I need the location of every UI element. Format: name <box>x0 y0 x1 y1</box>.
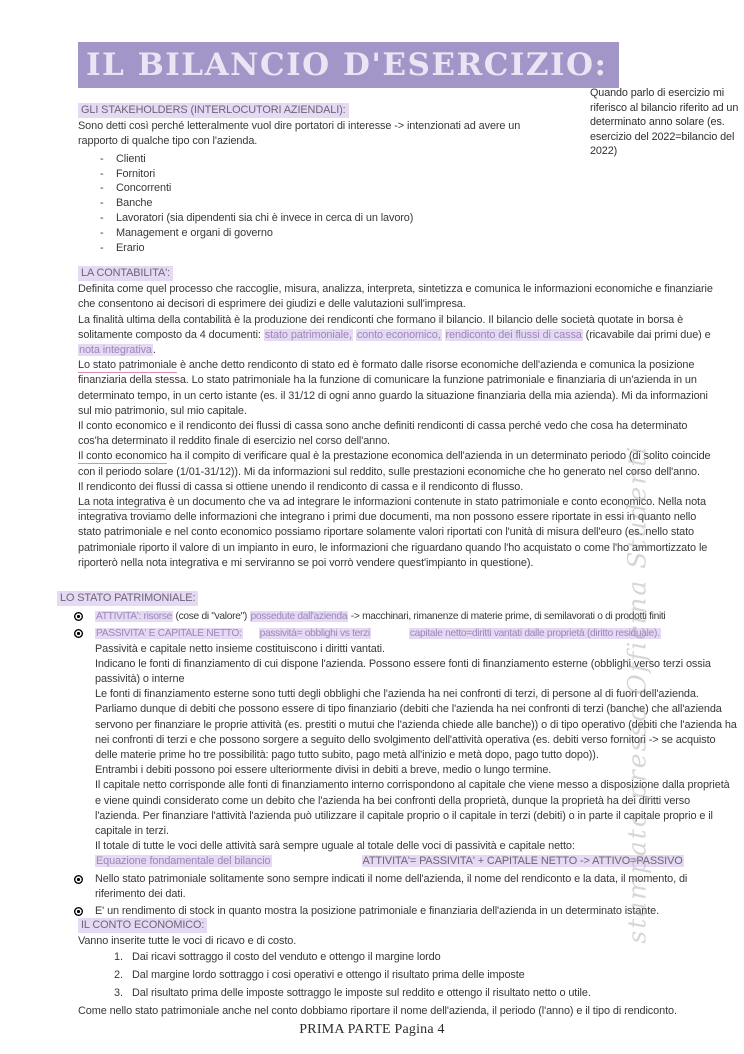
text-run: ha il compito di verificare qual è la prestazione economica dell'azienda in un determinato periodo (di solito coincide con il periodo solare (1/01-31/12)). Mi da informazioni sul reddito, sulle prestazioni economiche che ho generato nel corso dell'anno. <box>78 450 711 478</box>
equation-label: Equazione fondamentale del bilancio <box>96 855 271 868</box>
paragraph: Passività e capitale netto insieme costituiscono i diritti vantati. <box>95 642 385 655</box>
highlight-obblighi: passività= obblighi vs terzi <box>259 628 370 640</box>
target-bullet-icon <box>74 875 83 884</box>
text-run: . <box>152 344 156 357</box>
list-item-label: - Management e organi di governo <box>116 227 273 240</box>
numbered-item <box>114 986 718 1001</box>
paragraph: Definita come quel processo che raccoglie, misura, analizza, interpreta, sintetizza e comunica le informazioni economiche e finanziarie che consentono ai decisori di esprimere dei giudizi e delle valutazioni sull'impresa. <box>78 283 713 311</box>
paragraph: Il totale di tutte le voci delle attività sarà sempre uguale al totale delle voci di passività e capitale netto: <box>95 840 575 853</box>
text-run: -> macchinari, rimanenze di materie prime, di semilavorati o di prodotti finiti <box>348 611 666 623</box>
text-run: La finalità ultima della contabilità è la produzione dei rendiconti che formano il bilancio. Il bilancio delle società quotate in borsa è solitamente composto da 4 documenti: <box>78 313 684 341</box>
highlight-stato-patrimoniale: stato patrimoniale, <box>264 328 352 341</box>
text-run: è un documento che va ad integrare le informazioni contenute in stato patrimoniale e conto economico. Nella nota integrativa troviamo delle informazioni che integrano i primi due documenti, ma non possono essere riportate in essi in quanto nello stato patrimoniale e nel conto economico possiamo riportare solamente valori riportati con l'unità di misura dell'euro (es. nello stato patrimoniale riporto il valore di un impianto in euro, le informazioni che riguardano quando l'ho acquistato o come l'ho ammortizzato le riporterò nella nota integrativa e mi serviranno se poi vorrò vendere quest'impianto in questione). <box>78 496 708 569</box>
equation-formula: ATTIVITA'= PASSIVITA' + CAPITALE NETTO -> ATTIVO=PASSIVO <box>362 855 683 868</box>
paragraph: Parliamo dunque di debiti che possono essere di tipo finanziario (debiti che l'azienda ha nei confronti di terzi (banche) che all'azienda servono per finanziare le proprie attività (es. prestiti o mutui che l'azienda chiede alle banche)) o di tipo operativo (debiti che l'azienda ha nei confronti di terzi e che possono sorgere a seguito dello svolgimento dell'attività operativa (es. debiti verso fornitori -> se acquisto delle materie prime ho tre possibilità: pago tutto subito, pago metà all'inizio e metà dopo, pago tutto dopo)). <box>95 703 737 762</box>
text-run: è anche detto rendiconto di stato ed è formato dalle risorse economiche dell'azienda e comunica la posizione finanziaria della stessa. Lo stato patrimoniale ha la funzione di comunicare la funzione patrimoniale e finanziaria di un'azienda in un determinato tempo, in un certo istante (es. il 31/12 di ogni anno guardo la situazione finanziaria della mia azienda). Mi da informazioni sul mio patrimonio, sul mio capitale. <box>78 359 708 417</box>
list-item <box>100 152 598 166</box>
paragraph <box>78 495 717 571</box>
list-item-label: - Clienti <box>116 152 146 165</box>
list-item-label: - Concorrenti <box>116 182 172 195</box>
numbered-item <box>114 968 718 983</box>
list-item <box>100 196 598 210</box>
list-item-label: - Lavoratori (sia dipendenti sia chi è invece in cerca di un lavoro) <box>116 212 414 225</box>
text-run: (ricavabile dai primi due) e <box>582 328 711 341</box>
numbered-item <box>114 950 718 965</box>
paragraph <box>78 358 717 419</box>
paragraph <box>78 313 717 359</box>
bullet-text: Nello stato patrimoniale solitamente sono sempre indicati il nome dell'azienda, il nome del rendiconto e la data, il momento, di riferimento dei dati. <box>95 872 688 900</box>
list-item-label: - Fornitori <box>116 167 156 180</box>
highlight-possedute: possedute dall'azienda <box>250 611 348 623</box>
target-bullet-icon <box>74 629 83 638</box>
paragraph: Il rendiconto dei flussi di cassa si ottiene unendo il rendiconto di cassa e il rendiconto di flusso. <box>78 480 524 493</box>
stakeholders-list <box>100 152 598 256</box>
paragraph: Indicano le fonti di finanziamento di cui dispone l'azienda. Possono essere fonti di finanziamento esterne (obblighi verso terzi ossia passività) o interne <box>95 657 711 686</box>
underlined-term: Il conto economico <box>78 450 168 463</box>
section-contabilita <box>78 266 717 571</box>
highlight-capitale-netto: capitale netto=diritti vantati dalle proprietà (diritto residuale). <box>409 628 660 640</box>
text-run: (cose di "valore") <box>172 611 250 623</box>
highlight-conto-economico: conto economico, <box>356 328 441 341</box>
numbered-item-text: Dai ricavi sottraggo il costo del venduto e ottengo il margine lordo <box>132 951 441 964</box>
numbered-item-text: Dal margine lordo sottraggo i cosi operativi e ottengo il risultato prima delle imposte <box>132 969 525 982</box>
stakeholders-intro: Sono detti così perché letteralmente vuol dire portatori di interesse -> intenzionati ad avere un rapporto di qualche tipo con l'azienda. <box>78 120 521 148</box>
paragraph: Il capitale netto corrisponde alle fonti di finanziamento interno corrispondono al capitale che viene messo a disposizione dalla proprietà e viene quindi considerato come un debito che l'azienda ha bei confronti della proprietà, dunque la proprietà ha dei diritti verso l'azienda. Per finanziare l'attività l'azienda può utilizzare il capitale proprio o il capitale in terzi (debiti) o in parte il capitale proprio e il capitale in terzi. <box>95 779 730 838</box>
underlined-term: La nota integrativa <box>78 496 166 509</box>
section-stakeholders <box>78 103 598 256</box>
conto-steps-list <box>114 950 718 1001</box>
margin-note: Quando parlo di esercizio mi riferisco al bilancio riferito ad un determinato anno solare (es. esercizio del 2022=bilancio del 2022) <box>590 87 739 158</box>
highlight-rendiconto-flussi: rendiconto dei flussi di cassa <box>445 328 582 341</box>
stato-heading: LO STATO PATRIMONIALE: <box>57 591 198 606</box>
conto-heading: IL CONTO ECONOMICO: <box>78 918 207 933</box>
target-bullet-icon <box>74 907 83 916</box>
paragraph <box>78 449 717 479</box>
list-item <box>100 241 598 255</box>
list-item <box>100 167 598 181</box>
underlined-term: Lo stato patrimoniale <box>78 359 178 372</box>
paragraph: Il conto economico e il rendiconto dei flussi di cassa sono anche definiti rendiconti di cassa perché vedo che cosa ha determinato cos'ha determinato il reddito finale di esercizio nel corso dell'anno. <box>78 420 688 448</box>
list-item <box>100 226 598 240</box>
highlight-nota-integrativa: nota integrativa <box>79 344 152 357</box>
contabilita-heading: LA CONTABILITA': <box>78 266 173 281</box>
highlight-passivita: PASSIVITA' E CAPITALE NETTO: <box>96 628 242 640</box>
list-item-label: - Banche <box>116 197 153 210</box>
watermark-text: stampato presso Officina Studenti <box>622 444 652 944</box>
target-bullet-icon <box>74 612 83 621</box>
highlight-attivita: ATTIVITA': risorse <box>96 611 172 623</box>
conto-outro: Come nello stato patrimoniale anche nel conto dobbiamo riportare il nome dell'azienda, il periodo (l'anno) e il tipo di rendiconto. <box>78 1004 677 1017</box>
numbered-item-text: Dal risultato prima delle imposte sottraggo le imposte sul reddito e ottengo il risultato netto o utile. <box>132 986 591 999</box>
list-item <box>100 181 598 195</box>
bullet-text: E' un rendimento di stock in quanto mostra la posizione patrimoniale e finanziaria dell'azienda in un determinato istante. <box>95 905 660 918</box>
paragraph: Le fonti di finanziamento esterne sono tutti degli obblighi che l'azienda ha nei confronti di terzi, di persone al di fuori dell'azienda. <box>95 688 699 701</box>
list-item <box>100 211 598 225</box>
paragraph: Entrambi i debiti possono poi essere ulteriormente divisi in debiti a breve, medio o lungo termine. <box>95 764 552 777</box>
list-item-label: - Erario <box>116 242 145 255</box>
page-footer: PRIMA PARTE Pagina 4 <box>299 1022 445 1037</box>
stakeholders-heading: GLI STAKEHOLDERS (INTERLOCUTORI AZIENDALI): <box>78 103 349 118</box>
page-title: IL BILANCIO D'ESERCIZIO: <box>78 42 619 88</box>
conto-intro: Vanno inserite tutte le voci di ricavo e di costo. <box>78 935 297 948</box>
